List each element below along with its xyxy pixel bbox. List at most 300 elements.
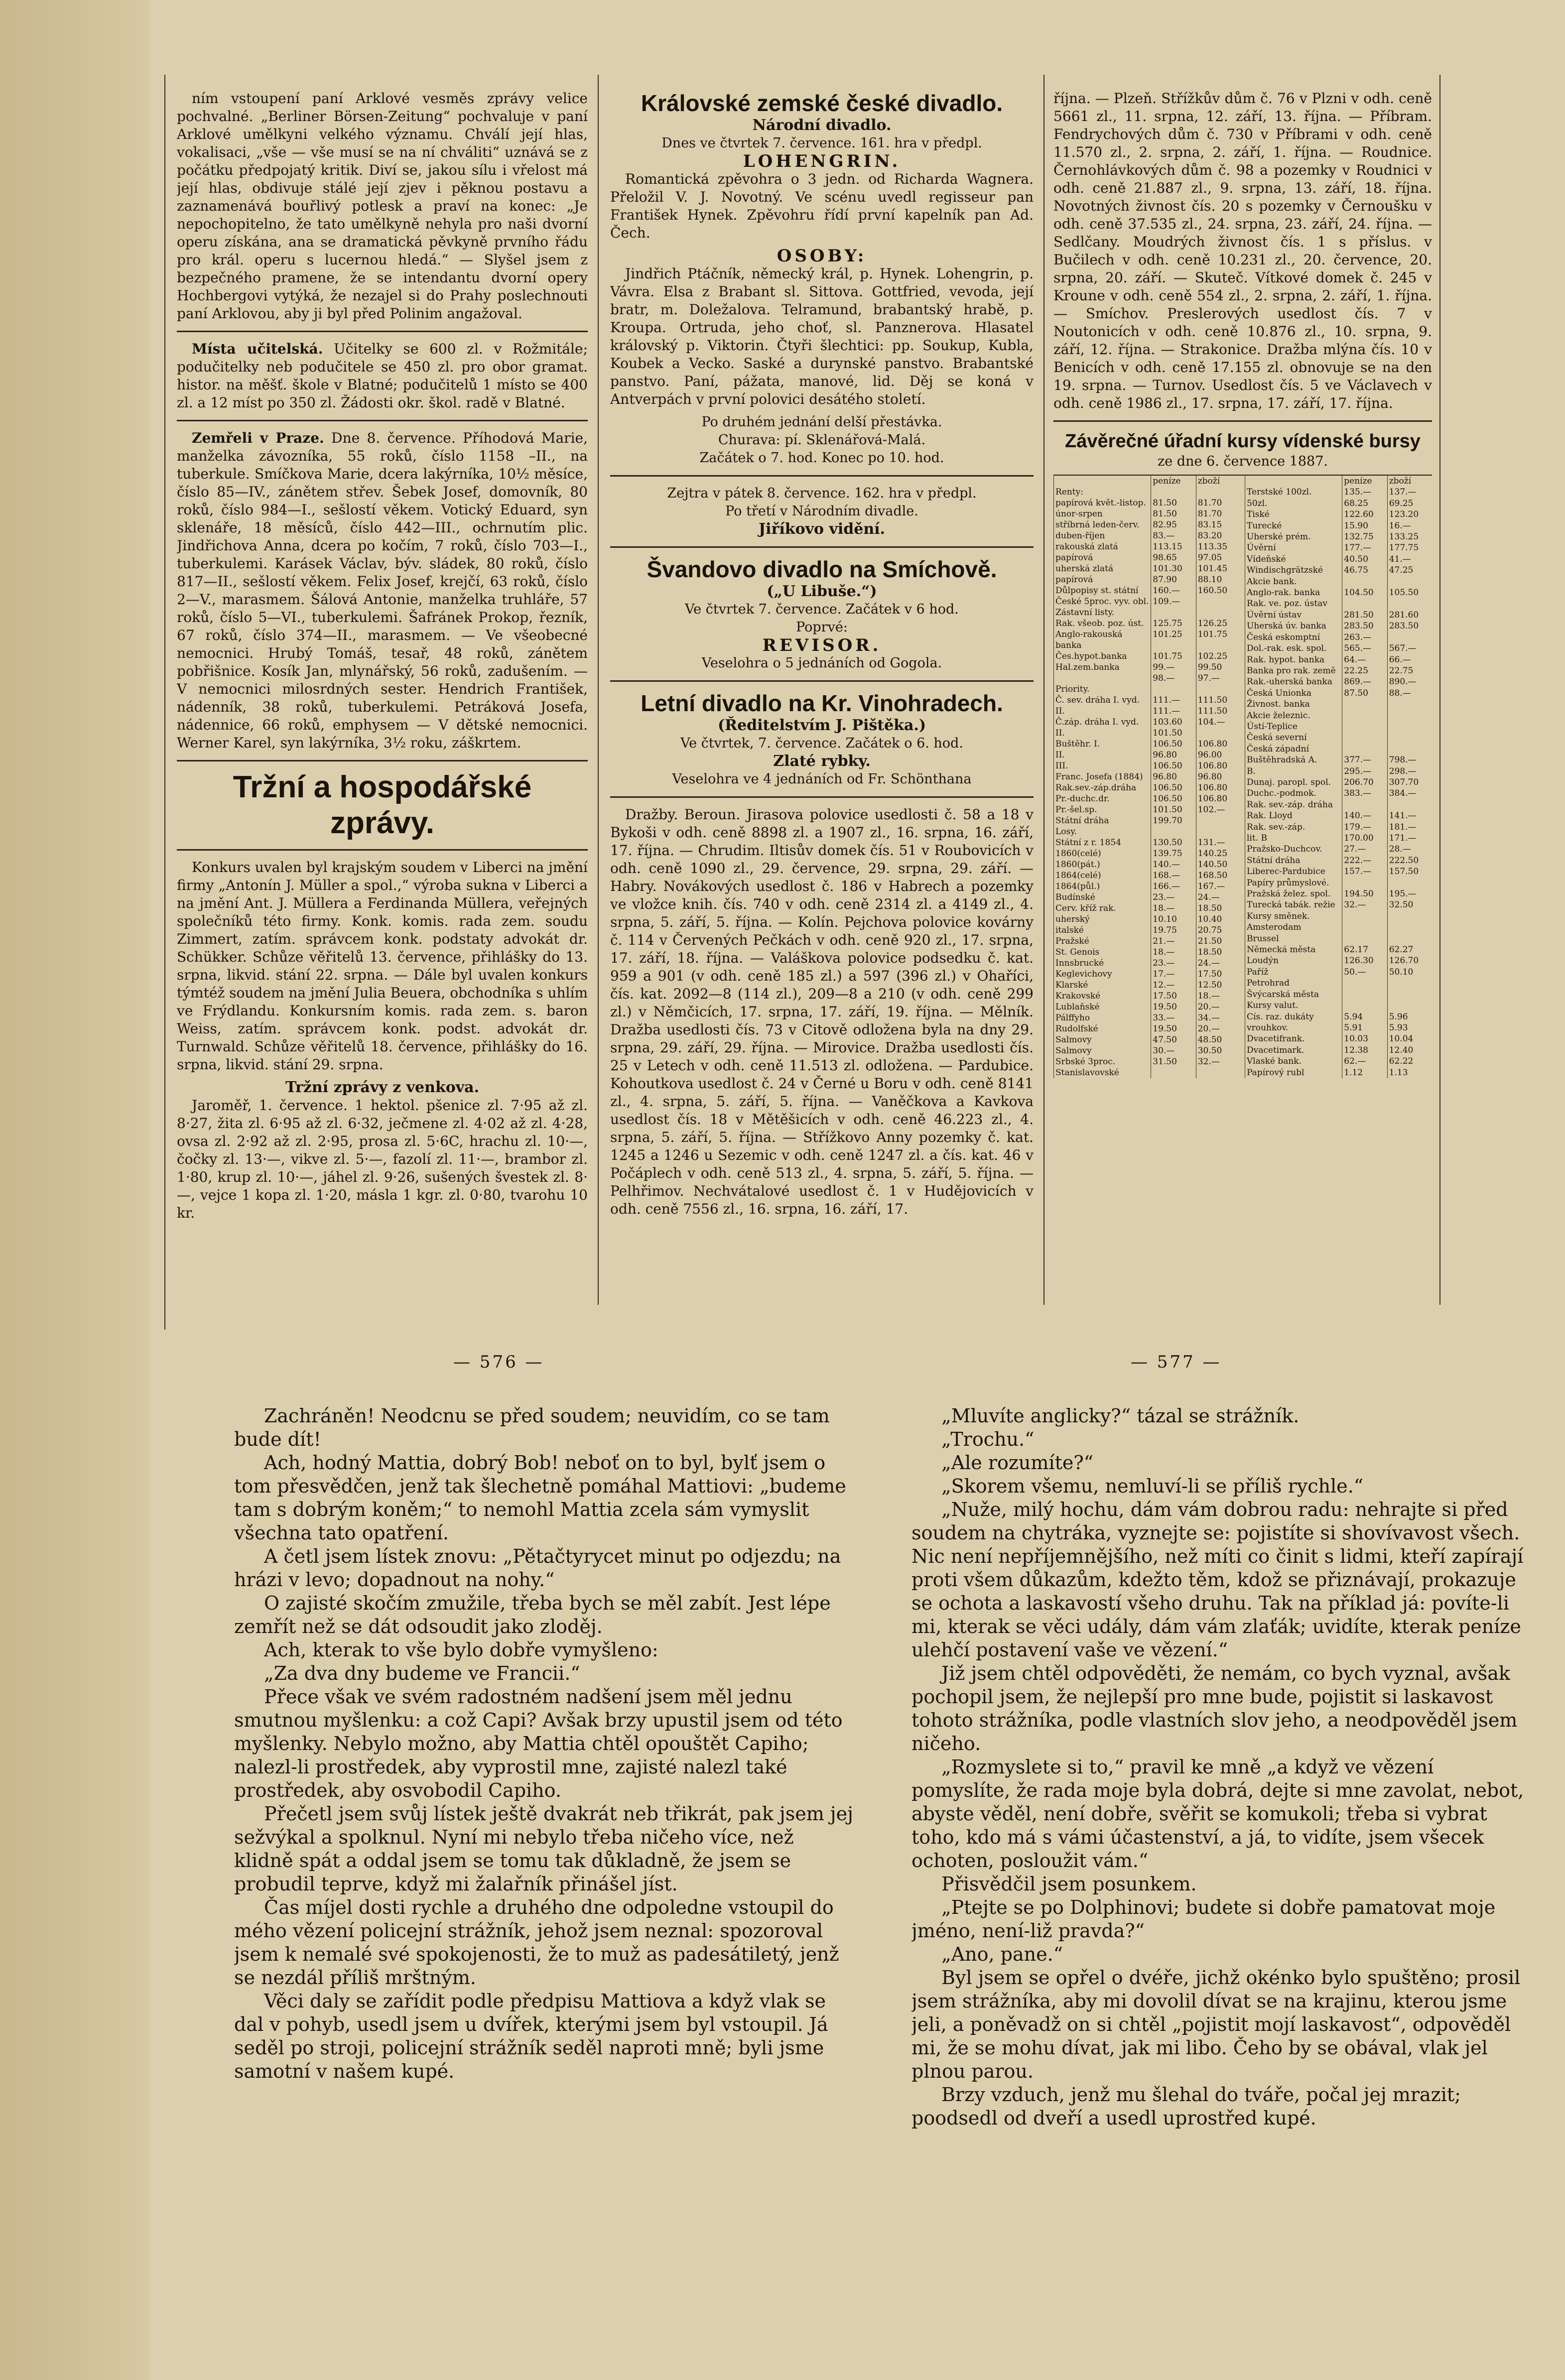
security-name: Česká eskomptní	[1245, 632, 1342, 643]
theatre2-date: Ve čtvrtek 7. července. Začátek v 6 hod.	[685, 602, 959, 617]
money-price: 135.—	[1342, 487, 1387, 498]
security-name: Akcie bank.	[1245, 576, 1342, 587]
goods-price: 18.—	[1196, 991, 1241, 1002]
security-name: Česká západní	[1245, 744, 1342, 754]
goods-price	[1196, 1067, 1241, 1078]
goods-price: 141.—	[1387, 810, 1432, 821]
money-price: 295.—	[1342, 766, 1387, 777]
start-time: Začátek o 7. hod. Konec po 10. hod.	[699, 450, 944, 466]
column-theatre	[610, 90, 1034, 1310]
security-name: papírová	[1054, 574, 1151, 585]
security-name: stříbrná leden-červ.	[1054, 519, 1151, 530]
security-name: uherský	[1054, 914, 1151, 925]
table-row	[1054, 826, 1241, 837]
table-row	[1245, 542, 1433, 553]
money-price: 106.50	[1151, 760, 1196, 771]
goods-price: 97.05	[1196, 552, 1241, 563]
goods-price	[1387, 710, 1432, 721]
goods-price: 384.—	[1387, 788, 1432, 799]
goods-price	[1196, 728, 1241, 739]
security-name: Rak.sev.-záp.dráha	[1054, 782, 1151, 793]
money-price: 62.17	[1342, 944, 1387, 955]
goods-price	[1196, 684, 1241, 695]
table-row	[1245, 632, 1433, 643]
table-row	[1054, 804, 1241, 815]
divider	[610, 796, 1034, 798]
security-name: papírová	[1054, 552, 1151, 563]
security-name: Klarské	[1054, 980, 1151, 991]
table-row	[1054, 859, 1241, 870]
money-price	[1342, 989, 1387, 1000]
security-name: Akcie železnic.	[1245, 710, 1342, 721]
money-price: 206.70	[1342, 777, 1387, 788]
play2-title: Jiříkovo vidění.	[758, 520, 886, 538]
security-name: B.	[1245, 766, 1342, 777]
security-name: II.	[1054, 706, 1151, 717]
security-name: Rak.-uherská banka	[1245, 676, 1342, 687]
security-name: Buštěhradská A.	[1245, 754, 1342, 765]
goods-price: 16.—	[1387, 520, 1432, 531]
money-price: 15.90	[1342, 520, 1387, 531]
header-goods: zboží	[1387, 476, 1432, 487]
table-row	[1054, 815, 1241, 826]
money-price: 21.—	[1151, 936, 1196, 947]
money-price: 132.75	[1342, 531, 1387, 542]
money-price: 23.—	[1151, 892, 1196, 903]
cast-heading: OSOBY:	[777, 246, 867, 266]
security-name: italské	[1054, 925, 1151, 936]
money-price: 101.75	[1151, 651, 1196, 662]
header-money: peníze	[1151, 476, 1196, 487]
paragraph: „Rozmyslete si to,“ pravil ke mně „a když ve vězení pomyslíte, že rada moje byla dobrá, dejte si mne zavolat, nebot, abyste věděl, není dobře, svěřit se komukoli; třeba si vybrat toho, kdo má s vámi účastenství, a já, to vidíte, jsem všecek ochoten, posloužit vám.“	[912, 1756, 1524, 1872]
security-name: Cís. raz. dukáty	[1245, 1011, 1342, 1022]
goods-price: 890.—	[1387, 676, 1432, 687]
security-name: Liberec-Pardubice	[1245, 866, 1342, 877]
paragraph: Přisvědčil jsem posunkem.	[941, 1873, 1197, 1895]
money-price: 565.—	[1342, 643, 1387, 654]
goods-price: 24.—	[1196, 958, 1241, 969]
exchange-table-left	[1053, 476, 1241, 1078]
goods-price: 126.25	[1196, 618, 1241, 629]
money-price: 194.50	[1342, 888, 1387, 899]
money-price	[1342, 598, 1387, 609]
table-row	[1245, 531, 1433, 542]
section-title: Tržní a hospodářské zprávy.	[233, 770, 532, 840]
column-exchange	[1053, 90, 1432, 1310]
money-price: 19.75	[1151, 925, 1196, 936]
money-price: 46.75	[1342, 565, 1387, 576]
header-money: peníze	[1342, 476, 1387, 487]
money-price: 83.—	[1151, 530, 1196, 541]
money-price: 168.—	[1151, 870, 1196, 881]
table-row	[1245, 688, 1433, 699]
money-price: 170.00	[1342, 833, 1387, 844]
goods-price: 20.—	[1196, 1002, 1241, 1012]
table-row	[1054, 717, 1241, 728]
goods-price: 12.40	[1387, 1045, 1432, 1056]
goods-price: 111.50	[1196, 695, 1241, 706]
goods-price: 32.50	[1387, 899, 1432, 910]
money-price: 111.—	[1151, 695, 1196, 706]
money-price: 47.50	[1151, 1034, 1196, 1045]
divider	[610, 475, 1034, 477]
money-price: 103.60	[1151, 717, 1196, 728]
security-name: Srbské 3proc.	[1054, 1056, 1151, 1067]
security-name: Státní dráha	[1245, 855, 1342, 866]
deaths-text: Dne 8. července. Příhodová Marie, manželka závozníka, 55 roků, číslo 1158 –II., na tuberkule. Smíčkova Marie, dcera lakýrníka, 10½ měsíce, číslo 85—IV., zánětem střev. Šebek Josef, domovník, 80 roků, číslo 984—I., sešlostí věkem. Votický Eduard, syn sklenáře, 18 měsíců, číslo 442—III., ochrnutím plic. Jindřichova Anna, dcera po kočím, 7 roků, číslo 703—I., tuberkulemi. Karásek Václav, býv. sládek, 80 roků, číslo 817—II., sešlostí věkem. Felix Josef, krejčí, 63 roků, číslo 2—V., marasmem. Šálová Antonie, manželka truhláře, 57 roků, číslo 5—VI., tuberkulemi. Šafránek Prokop, řezník, 67 roků, číslo 374—II., marasmem. — Ve všeobecné nemocnici. Hrubý Tomáš, tesař, 48 roků, zánětem pobřišnice. Kosík Jan, mlynářský, 56 roků, zadušením. — V nemocnici milosrdných sester. Hendrich František, nádenník, 38 roků, tuberkulemi. Petráková Josefa, nádennice, 66 roků, emphysem — V dětské nemocnici. Werner Karel, syn lakýrníka, 3½ roku, záškrtem.	[177, 430, 588, 751]
table-row	[1245, 1022, 1433, 1033]
money-price: 23.—	[1151, 958, 1196, 969]
goods-price	[1387, 732, 1432, 743]
opera-title: LOHENGRIN.	[743, 151, 901, 171]
goods-price	[1387, 989, 1432, 1000]
theatre3-title: Letní divadlo na Kr. Vinohradech.	[641, 690, 1003, 716]
table-row	[1054, 1056, 1241, 1067]
security-name: Cerv. kříž rak.	[1054, 903, 1151, 914]
goods-price: 41.—	[1387, 554, 1432, 565]
security-name: Rak. sev.-záp.	[1245, 822, 1342, 833]
security-name: III.	[1054, 760, 1151, 771]
table-row	[1245, 944, 1433, 955]
security-name: Lublaňské	[1054, 1002, 1151, 1012]
table-row	[1054, 684, 1241, 695]
goods-price: 281.60	[1387, 610, 1432, 621]
security-name: Důlpopisy st. státní	[1054, 585, 1151, 596]
table-row	[1245, 810, 1433, 821]
goods-price: 17.50	[1196, 969, 1241, 980]
deaths-notice	[177, 429, 588, 752]
paragraph: Ach, hodný Mattia, dobrý Bob! neboť on to byl, bylť jsem o tom přesvědčen, jenž tak šlechetně pomáhal Mattiovi: „budeme tam s dobrým koněm;“ to nemohl Mattia zcela sám vymyslit všechna tato opatření.	[234, 1452, 846, 1544]
table-row	[1245, 610, 1433, 621]
intermission: Po druhém jednání delší přestávka.	[701, 414, 942, 430]
security-name: Papírový rubl	[1245, 1067, 1342, 1078]
table-row	[1054, 563, 1241, 574]
money-price: 222.—	[1342, 855, 1387, 866]
paragraph: Brzy vzduch, jenž mu šlehal do tváře, počal jej mrazit; poodsedl od dveří a usedl uprostřed kupé.	[912, 2084, 1461, 2129]
security-name: Renty:	[1054, 487, 1151, 498]
cast-list: Jindřich Ptáčník, německý král, p. Hynek. Lohengrin, p. Vávra. Elsa z Brabant sl. Sittova. Gottfried, vevoda, její bratr, m. Doležalova. Telramund, brabantský hrabě, p. Kroupa. Ortruda, jeho choť, sl. Panznerova. Hlasatel královský p. Viktorin. Čtyři šlechtici: pp. Soukup, Kubla, Koubek a Vecko. Saské a durynské panstvo. Brabantské panstvo. Paní, pážata, manové, lid. Děj se koná v Antverpách v první polovici desátého století.	[610, 265, 1034, 407]
goods-price: 111.50	[1196, 706, 1241, 717]
table-row	[1054, 947, 1241, 958]
goods-price: 18.50	[1196, 947, 1241, 958]
goods-price: 133.25	[1387, 531, 1432, 542]
table-row	[1054, 629, 1241, 651]
security-name: Pražská želez. spol.	[1245, 888, 1342, 899]
money-price: 377.—	[1342, 754, 1387, 765]
goods-price	[1387, 1000, 1432, 1011]
security-name: Dvacetimark.	[1245, 1045, 1342, 1056]
table-row	[1245, 844, 1433, 855]
money-price: 166.—	[1151, 881, 1196, 892]
goods-price	[1387, 744, 1432, 754]
theatre1-subtitle: Národní divadlo.	[752, 117, 892, 134]
table-row	[1054, 508, 1241, 519]
paragraph: „Ptejte se po Dolphinovi; budete si dobře pamatovat moje jméno, není-liž pravda?“	[912, 1896, 1496, 1942]
goods-price: 567.—	[1387, 643, 1432, 654]
theatre3-subtitle: (Ředitelstvím J. Pištěka.)	[717, 717, 926, 734]
security-name: Pražsko-Duchcov.	[1245, 844, 1342, 855]
teacher-vacancies-title: Místa učitelská.	[192, 341, 323, 357]
security-name: Stanislavovské	[1054, 1067, 1151, 1078]
money-price	[1342, 922, 1387, 933]
paragraph: Přečetl jsem svůj lístek ještě dvakrát neb třikrát, pak jsem jej sežvýkal a spolknul. Nyní mi nebylo třeba ničeho více, než klidně spát a oddal jsem se tomu tak důkladně, že jsem se probudil teprve, když mi žalařník přinášel jíst.	[234, 1803, 853, 1895]
goods-price: 160.50	[1196, 585, 1241, 596]
table-row	[1054, 1023, 1241, 1034]
goods-price: 83.20	[1196, 530, 1241, 541]
money-price	[1342, 877, 1387, 888]
table-row	[1245, 554, 1433, 565]
novel-page-right	[912, 1404, 1534, 2376]
table-row	[1054, 848, 1241, 859]
goods-price: 1.13	[1387, 1067, 1432, 1078]
security-name: Zástavní listy.	[1054, 607, 1151, 618]
security-name: Duchc.-podmok.	[1245, 788, 1342, 799]
money-price	[1151, 684, 1196, 695]
table-row	[1054, 980, 1241, 991]
money-price: 140.—	[1151, 859, 1196, 870]
table-row	[1245, 721, 1433, 732]
security-name: Papíry průmyslové.	[1245, 877, 1342, 888]
goods-price: 106.80	[1196, 760, 1241, 771]
money-price: 263.—	[1342, 632, 1387, 643]
goods-price: 171.—	[1387, 833, 1432, 844]
paragraph: Ach, kterak to vše bylo dobře vymyšleno:	[264, 1639, 658, 1661]
table-row	[1245, 643, 1433, 654]
goods-price: 126.70	[1387, 955, 1432, 966]
money-price: 87.50	[1342, 688, 1387, 699]
money-price: 32.—	[1342, 899, 1387, 910]
goods-price: 20.75	[1196, 925, 1241, 936]
goods-price: 106.80	[1196, 739, 1241, 750]
security-name: Priority.	[1054, 684, 1151, 695]
header-cell	[1245, 476, 1342, 487]
table-row	[1054, 651, 1241, 662]
money-price: 18.—	[1151, 903, 1196, 914]
money-price: 139.75	[1151, 848, 1196, 859]
money-price: 106.50	[1151, 782, 1196, 793]
security-name: 1860(celé)	[1054, 848, 1151, 859]
divider	[177, 331, 588, 332]
security-name: Hal.zem.banka	[1054, 662, 1151, 673]
goods-price	[1196, 607, 1241, 618]
money-price	[1342, 744, 1387, 754]
table-row	[1054, 892, 1241, 903]
premiere-label: Poprvé:	[796, 620, 848, 635]
opera-info: Romantická zpěvohra o 3 jedn. od Richarda Wagnera. Přeložil V. J. Novotný. Ve scénu uvedl regisseur pan František Hynek. Zpěvohru řídí první kapelník pan Ad. Čech.	[610, 171, 1034, 241]
security-name: Švýcarská města	[1245, 989, 1342, 1000]
money-price: 81.50	[1151, 508, 1196, 519]
goods-price: 22.75	[1387, 665, 1432, 676]
table-row	[1054, 695, 1241, 706]
money-price	[1342, 1000, 1387, 1011]
paragraph: „Mluvíte anglicky?“ tázal se strážník.	[941, 1405, 1300, 1427]
goods-price	[1387, 699, 1432, 710]
goods-price: 62.22	[1387, 1056, 1432, 1067]
security-name: Banka pro rak. země	[1245, 665, 1342, 676]
goods-price: 10.40	[1196, 914, 1241, 925]
money-price	[1342, 699, 1387, 710]
goods-price	[1387, 933, 1432, 944]
table-row	[1245, 665, 1433, 676]
goods-price: 101.45	[1196, 563, 1241, 574]
table-row	[1245, 1056, 1433, 1067]
theatre3-date: Ve čtvrtek, 7. července. Začátek o 6. hod.	[680, 736, 963, 751]
money-price: 99.—	[1151, 662, 1196, 673]
security-name: Státní dráha	[1054, 815, 1151, 826]
security-name: Salmovy	[1054, 1034, 1151, 1045]
goods-price	[1387, 922, 1432, 933]
goods-price: 140.25	[1196, 848, 1241, 859]
goods-price	[1387, 576, 1432, 587]
money-price: 126.30	[1342, 955, 1387, 966]
money-price: 31.50	[1151, 1056, 1196, 1067]
table-row	[1245, 509, 1433, 520]
security-name: České 5proc. vyv. obl.	[1054, 596, 1151, 607]
market-subtitle: Tržní zprávy z venkova.	[285, 1079, 480, 1096]
column-news	[177, 90, 588, 1310]
table-row	[1054, 662, 1241, 673]
paragraph: A četl jsem lístek znovu: „Pětačtyrycet minut po odjezdu; na hrázi v levo; dopadnout na nohy.“	[234, 1545, 841, 1591]
money-price: 12.—	[1151, 980, 1196, 991]
security-name: Pr.-šel.sp.	[1054, 804, 1151, 815]
table-row	[1054, 596, 1241, 607]
security-name: Kursy valut.	[1245, 1000, 1342, 1011]
table-row	[1245, 799, 1433, 810]
money-price: 283.50	[1342, 621, 1387, 631]
money-price: 160.—	[1151, 585, 1196, 596]
goods-price: 123.20	[1387, 509, 1432, 520]
paragraph: O zajisté skočím zmužile, třeba bych se měl zabít. Jest lépe zemřít než se dát odsoudit jako zloděj.	[234, 1592, 831, 1637]
money-price: 17.—	[1151, 969, 1196, 980]
table-row	[1245, 1045, 1433, 1056]
goods-price: 48.50	[1196, 1034, 1241, 1045]
goods-price: 81.70	[1196, 508, 1241, 519]
money-price: 50.—	[1342, 967, 1387, 978]
goods-price	[1387, 799, 1432, 810]
money-price: 140.—	[1342, 810, 1387, 821]
security-name: Česká Unionka	[1245, 688, 1342, 699]
security-name: Č.záp. dráha I. vyd.	[1054, 717, 1151, 728]
paragraph: „Skorem všemu, nemluví-li se příliš rychle.“	[941, 1475, 1364, 1497]
goods-price: 102.—	[1196, 804, 1241, 815]
money-price: 125.75	[1151, 618, 1196, 629]
paragraph: Přece však ve svém radostném nadšení jsem měl jednu smutnou myšlenku: a což Capi? Avšak brzy upustil jsem od této myšlenky. Nebylo možno, aby Mattia chtěl opouštět Capiho; nalezl-li prostředek, aby vyprostil mne, zajisté nalezl také prostředek, aby osvobodil Capiho.	[234, 1686, 843, 1801]
money-price: 96.80	[1151, 750, 1196, 760]
table-row	[1054, 936, 1241, 947]
money-price: 40.50	[1342, 554, 1387, 565]
play3-info: Veselohra o 5 jednáních od Gogola.	[701, 655, 942, 671]
security-name: Brussel	[1245, 933, 1342, 944]
divider	[1053, 420, 1432, 422]
third-note: Po třetí v Národním divadle.	[725, 503, 918, 519]
table-row	[1054, 618, 1241, 629]
security-name: Turecké	[1245, 520, 1342, 531]
money-price: 104.50	[1342, 587, 1387, 598]
goods-price: 28.—	[1387, 844, 1432, 855]
money-price: 30.—	[1151, 1045, 1196, 1056]
money-price	[1342, 799, 1387, 810]
security-name: Turecká tabák. režie	[1245, 899, 1342, 910]
goods-price: 113.35	[1196, 541, 1241, 552]
table-row	[1245, 911, 1433, 922]
money-price: 27.—	[1342, 844, 1387, 855]
table-row	[1054, 574, 1241, 585]
goods-price: 21.50	[1196, 936, 1241, 947]
money-price: 101.30	[1151, 563, 1196, 574]
goods-price	[1196, 826, 1241, 837]
money-price: 109.—	[1151, 596, 1196, 607]
security-name: Krakovské	[1054, 991, 1151, 1002]
page-number-right: — 577 —	[1131, 1352, 1222, 1372]
security-name: Ústí-Teplice	[1245, 721, 1342, 732]
table-row	[1245, 710, 1433, 721]
security-name: Loudýn	[1245, 955, 1342, 966]
table-row	[1054, 487, 1241, 498]
money-price: 19.50	[1151, 1023, 1196, 1034]
money-price: 17.50	[1151, 991, 1196, 1002]
money-price: 33.—	[1151, 1012, 1196, 1023]
money-price: 177.—	[1342, 542, 1387, 553]
table-row	[1245, 1000, 1433, 1011]
goods-price: 137.—	[1387, 487, 1432, 498]
security-name: Anglo-rakouská banka	[1054, 629, 1151, 651]
divider	[610, 680, 1034, 682]
goods-price: 10.04	[1387, 1033, 1432, 1044]
table-row	[1245, 1011, 1433, 1022]
goods-price: 168.50	[1196, 870, 1241, 881]
table-row	[1245, 899, 1433, 910]
paragraph: „Ano, pane.“	[941, 1943, 1063, 1965]
security-name: Rak. hypot. banka	[1245, 654, 1342, 665]
paragraph: Již jsem chtěl odpověděti, že nemám, co bych vyznal, avšak pochopil jsem, že nejlepší pro mne bude, pojistit si laskavost tohoto strážníka, podle vlastních slov jeho, a neodpověděl jsem ničeho.	[912, 1662, 1518, 1754]
goods-price	[1196, 487, 1241, 498]
table-row	[1245, 866, 1433, 877]
paragraph: Věci daly se zařídit podle předpisu Mattiova a když vlak se dal v pohyb, usedl jsem u dvířek, kterými jsem byl vstoupil. Já seděl po stroji, policejní strážník seděl naproti mně; byli jsme samotní v našem kupé.	[234, 1990, 828, 2082]
divider	[610, 546, 1034, 548]
table-row	[1245, 498, 1433, 509]
security-name: 1864(půl.)	[1054, 881, 1151, 892]
next-date: Zejtra v pátek 8. července. 162. hra v předpl.	[667, 486, 977, 501]
money-price: 98.65	[1151, 552, 1196, 563]
goods-price: 99.50	[1196, 662, 1241, 673]
table-row	[1054, 541, 1241, 552]
table-row	[1054, 706, 1241, 717]
teacher-vacancies	[177, 340, 588, 412]
goods-price: 106.80	[1196, 793, 1241, 804]
goods-price: 298.—	[1387, 766, 1432, 777]
table-row	[1245, 788, 1433, 799]
security-name: Windischgrätzské	[1245, 565, 1342, 576]
choir-note: Churava: pí. Sklenářová-Malá.	[718, 432, 926, 448]
table-row	[1245, 822, 1433, 833]
divider	[177, 420, 588, 421]
goods-price: 131.—	[1196, 837, 1241, 848]
security-name: Buštěhr. I.	[1054, 739, 1151, 750]
table-row	[1054, 903, 1241, 914]
table-row	[1245, 676, 1433, 687]
paragraph: „Za dva dny budeme ve Francii.“	[264, 1662, 580, 1684]
table-row	[1245, 754, 1433, 765]
money-price	[1342, 933, 1387, 944]
money-price: 68.25	[1342, 498, 1387, 509]
money-price: 10.10	[1151, 914, 1196, 925]
goods-price: 5.96	[1387, 1011, 1432, 1022]
goods-price: 12.50	[1196, 980, 1241, 991]
security-name: Petrohrad	[1245, 978, 1342, 989]
goods-price: 798.—	[1387, 754, 1432, 765]
table-row	[1245, 732, 1433, 743]
security-name: Amsterodam	[1245, 922, 1342, 933]
